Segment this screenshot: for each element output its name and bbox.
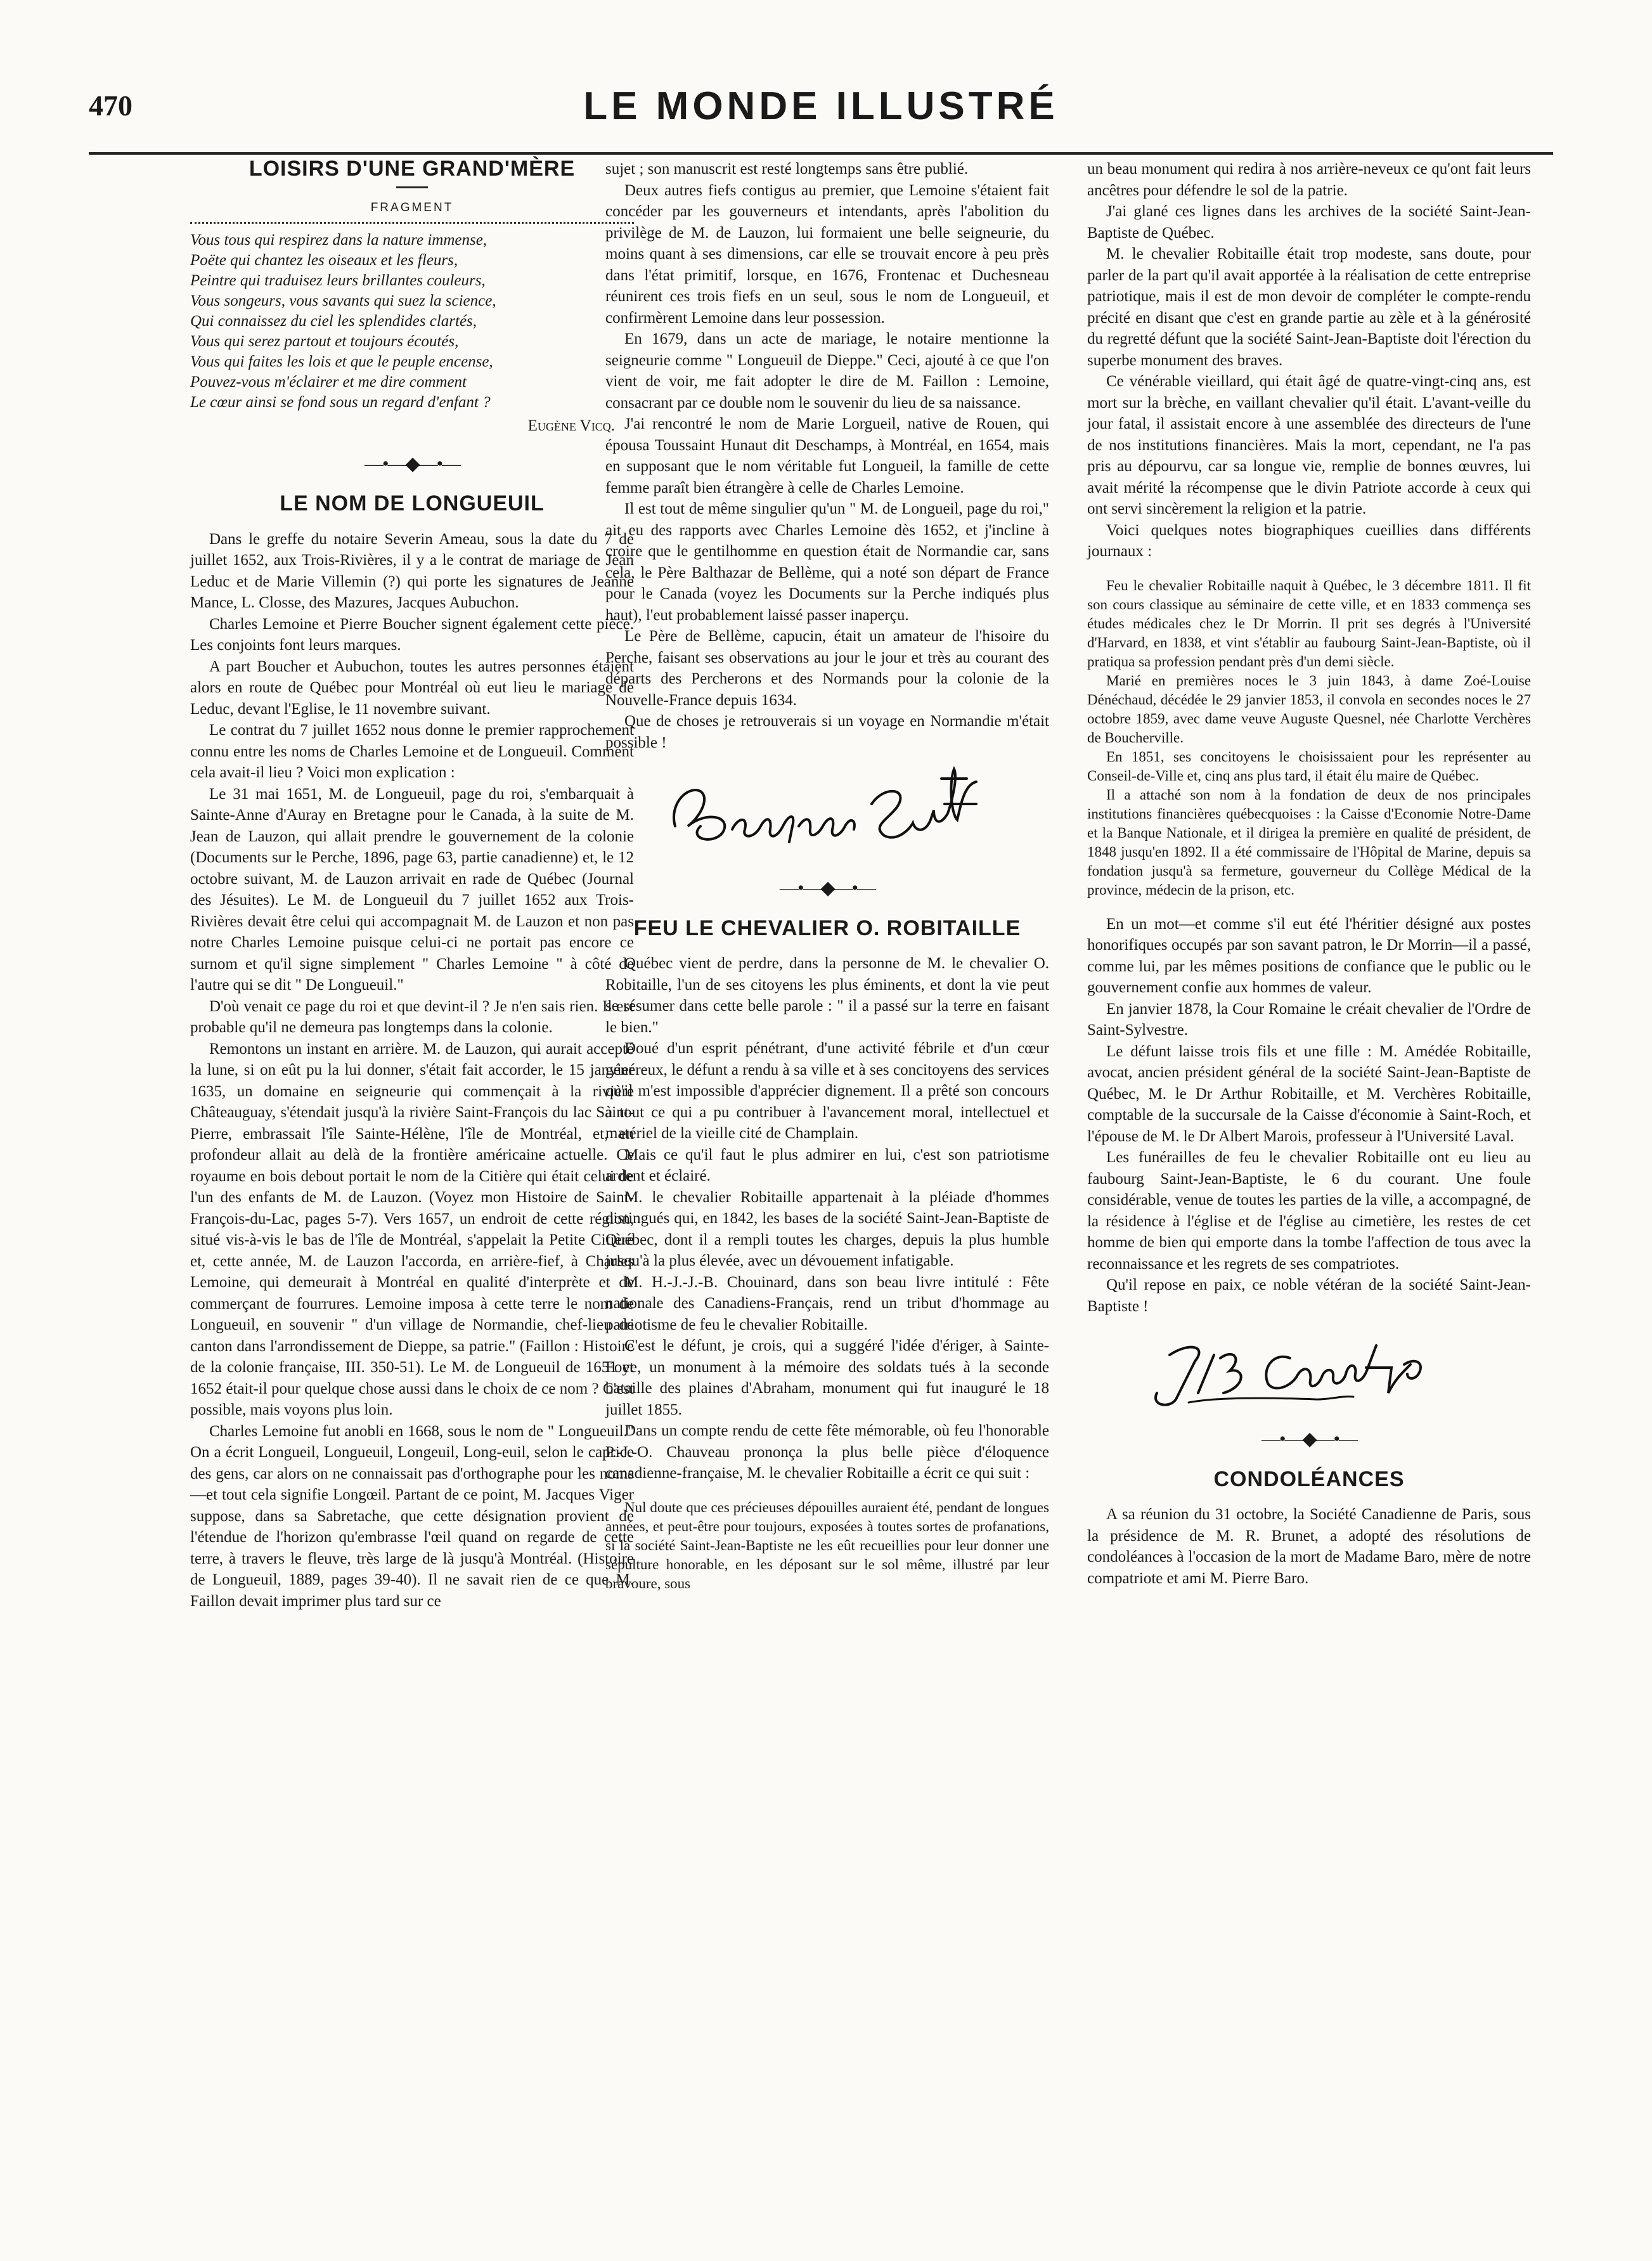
paragraph: A sa réunion du 31 octobre, la Société Canadienne de Paris, sous la présidence de M. R. Brunet, a adopté des résolutions de condoléances à l'occasion de la mort de Madame Baro, mère de notre compatriote et ami M. Pierre Baro. — [1087, 1506, 1531, 1587]
fragment-label: FRAGMENT — [370, 200, 454, 214]
quote: Nul doute que ces précieuses dépouilles auraient été, pendant de longues années, et peut-être pour toujours, exposées à toutes sortes de profanations, si la société Saint-Jean-Baptiste ne les eût recueillies pour leur donner une sépulture honorable, en les déposant sur le sol même, illustré par leur bravoure, sous — [605, 1499, 1049, 1591]
paragraph: Que de choses je retrouverais si un voyage en Normandie m'était possible ! — [605, 713, 1049, 751]
title-rule — [396, 186, 428, 188]
paragraph: D'où venait ce page du roi et que devint-il ? Je n'en sais rien. Il est probable qu'il ne demeura pas longtemps dans la colonie. — [190, 997, 634, 1036]
ornament-divider: —•—◆—•— — [364, 453, 460, 474]
ornament-divider: —•—◆—•— — [779, 878, 875, 898]
signature-sulte — [605, 766, 1049, 861]
paragraph: Charles Lemoine fut anobli en 1668, sous le nom de " Longueuil." On a écrit Longueil, Longueuil, Longeuil, Long-euil, selon le caprice des gens, car alors on ne connaissait pas d'orthographe pour les noms—et tout cela signifie Longœil. Partant de ce point, M. Jacques Viger suppose, dans sa Sabretache, que cette désignation provient de l'étendue de l'horizon qu'embrasse l'œil quand on regarde de cette terre, à travers le fleuve, très large de là jusqu'à Montréal. (Histoire de Longueuil, 1889, pages 39-40). Il ne savait rien de ce que M. Faillon devait imprimer plus tard sur ce — [190, 1422, 634, 1610]
poem-author: Eugène Vicq. — [527, 417, 615, 434]
dotted-rule — [190, 222, 634, 224]
paragraph: Le défunt laisse trois fils et une fille : M. Amédée Robitaille, avocat, ancien président général de la société Saint-Jean-Baptiste de Québec, M. le Dr Arthur Robitaille, et M. Verchères Robitaille, comptable de la succursale de la Caisse d'économie à Saint-Roch, et l'épouse de M. le Dr Albert Marois, professeur à l'Université Laval. — [1087, 1042, 1531, 1145]
signature-sulte-image — [662, 766, 992, 861]
poem-line: Le cœur ainsi se fond sous un regard d'enfant ? — [190, 394, 491, 411]
bio-paragraph: En 1851, ses concitoyens le choisissaient pour les représenter au Conseil-de-Ville et, cinq ans plus tard, il était élu maire de Québec. — [1087, 748, 1531, 784]
paragraph: Dans un compte rendu de cette fête mémorable, où feu l'honorable P.-J.-O. Chauveau prononça la plus belle pièce d'éloquence canadienne-française, M. le chevalier Robitaille a écrit ce qui suit : — [605, 1422, 1049, 1482]
article-title-robitaille: FEU LE CHEVALIER O. ROBITAILLE — [633, 916, 1021, 940]
paragraph: M. le chevalier Robitaille appartenait à la pléiade d'hommes distingués qui, en 1842, les bases de la société Saint-Jean-Baptiste de Québec, dont il a rempli toutes les charges, depuis la plus humble jusqu'à la plus élevée, avec un dévouement infatigable. — [605, 1188, 1049, 1269]
paragraph: Il est tout de même singulier qu'un " M. de Longueil, page du roi," ait eu des rapports avec Charles Lemoine dès 1652, et j'incline à croire que le gentilhomme en question était de Normandie car, sans cela, le Père Balthazar de Bellème, qui a noté son départ de France pour le Canada (voyez les Documents sur la Perche indiqués plus haut), l'eut probablement laissé passer inaperçu. — [605, 500, 1049, 624]
paragraph: Le 31 mai 1651, M. de Longueuil, page du roi, s'embarquait à Sainte-Anne d'Auray en Bretagne pour le Canada, à la suite de M. Jean de Lauzon, qui allait prendre le gouvernement de la colonie (Documents sur le Perche, 1896, page 63, partie canadienne) et, le 12 octobre suivant, M. de Lauzon arrivait en rade de Québec (Journal des Jésuites). Le M. de Longueuil du 7 juillet 1652 aux Trois-Rivières devait être celui qui accompagnait M. de Lauzon et non pas notre Charles Lemoine puisque celui-ci ne portait pas encore ce surnom et qu'il signe simplement " Charles Lemoine " à côté de l'autre qui se dit " De Longueuil." — [190, 785, 634, 994]
page-number: 470 — [89, 89, 132, 122]
column-1 — [190, 159, 634, 1612]
paragraph: M. H.-J.-J.-B. Chouinard, dans son beau livre intitulé : Fête nationale des Canadiens-Français, rend un tribut d'hommage au patriotisme de feu le chevalier Robitaille. — [605, 1273, 1049, 1333]
paragraph: Charles Lemoine et Pierre Boucher signent également cette pièce. Les conjoints font leurs marques. — [190, 615, 634, 654]
article-title-longueuil: LE NOM DE LONGUEUIL — [280, 491, 545, 515]
column-2 — [605, 159, 1049, 1593]
paragraph: M. le chevalier Robitaille était trop modeste, sans doute, pour parler de la part qu'il avait apportée à la réalisation de cette entreprise patriotique, mais il est de mon devoir de compléter le compte-rendu précité en disant que c'est en grande partie au zèle et à la générosité du regretté défunt que la société Saint-Jean-Baptiste doit l'érection du superbe monument des braves. — [1087, 245, 1531, 369]
signature-caouette — [1087, 1330, 1531, 1412]
paragraph: Doué d'un esprit pénétrant, d'une activité fébrile et d'un cœur généreux, le défunt a rendu à sa ville et à ses concitoyens des services qu'il m'est impossible d'apprécier dignement. Il a prêté son concours à tout ce qui a pu contribuer à l'avancement moral, intellectuel et matériel de la vieille cité de Champlain. — [605, 1040, 1049, 1142]
poem-line: Vous songeurs, vous savants qui suez la science, — [190, 292, 496, 309]
paragraph: J'ai glané ces lignes dans les archives de la société Saint-Jean-Baptiste de Québec. — [1087, 203, 1531, 242]
paragraph: Québec vient de perdre, dans la personne de M. le chevalier O. Robitaille, l'un de ses citoyens les plus éminents, et dont la vie peut se résumer dans cette belle parole : " il a passé sur la terre en faisant le bien." — [605, 955, 1049, 1036]
paragraph: Qu'il repose en paix, ce noble vétéran de la société Saint-Jean-Baptiste ! — [1087, 1276, 1531, 1315]
poem-line: Vous qui serez partout et toujours écoutés, — [190, 333, 459, 350]
bio-paragraph: Il a attaché son nom à la fondation de deux de nos principales institutions financières québecquoises : la Caisse d'Economie Notre-Dame et la Banque Nationale, et il dirigea la première en qualité de président, de 1848 jusqu'en 1892. Il a été commissaire de l'Hôpital de Marine, depuis sa fondation jusqu'à sa fermeture, gouverneur du Collège Médical de la province, médecin de la prison, etc. — [1087, 786, 1531, 898]
paragraph: Les funérailles de feu le chevalier Robitaille ont eu lieu au faubourg Saint-Jean-Baptiste, le 6 du courant. Une foule considérable, venue de toutes les parties de la ville, a accompagné, de la résidence à l'église et de l'église au cimetière, les restes de cet homme de bien qui emporte dans la tombe l'affection de tous avec la reconnaissance et les regrets de ses compatriotes. — [1087, 1149, 1531, 1273]
poem — [190, 230, 634, 413]
poem-line: Pouvez-vous m'éclairer et me dire comment — [190, 373, 467, 391]
bio-paragraph: Marié en premières noces le 3 juin 1843, à dame Zoé-Louise Dénéchaud, décédée le 29 janvier 1853, il convola en secondes noces le 27 octobre 1859, avec dame veuve Auguste Quesnel, née Charlotte Verchères de Boucherville. — [1087, 672, 1531, 746]
masthead: LE MONDE ILLUSTRÉ — [583, 84, 1059, 128]
paragraph: En un mot—et comme s'il eut été l'héritier désigné aux postes honorifiques occupés par son savant patron, le Dr Morrin—il a passé, comme lui, par les mêmes positions de confiance que le public ou le gouvernement confie aux hommes de valeur. — [1087, 915, 1531, 996]
paragraph: Remontons un instant en arrière. M. de Lauzon, qui aurait accepté la lune, si on eût pu la lui donner, s'était fait accorder, le 15 janvier 1635, un domaine en seigneurie qui commençait à la rivière Châteauguay, s'étendait jusqu'à la rivière Saint-François du lac Saint-Pierre, embrassait l'île Sainte-Hélène, l'île de Montréal, et, en profondeur allait au delà de la frontière américaine actuelle. Ce royaume en bois debout portait le nom de la Citière qui était celui de l'un des enfants de M. de Lauzon. (Voyez mon Histoire de Saint-François-du-Lac, pages 5-7). Vers 1657, un endroit de cette région, situé vis-à-vis le bas de l'île de Montréal, s'appelait la Petite Citière et, cette année, M. de Lauzon l'accorda, en arrière-fief, à Charles Lemoine, qui demeurait à Montréal en qualité d'interprète et de commerçant de fourrures. Lemoine imposa à cette terre le nom de Longueuil, en souvenir " d'un village de Normandie, chef-lieu de canton dans l'arrondissement de Dieppe, sa patrie." (Faillon : Histoire de la colonie française, III. 350-51). Le M. de Longueuil de 1651 et 1652 était-il pour quelque chose aussi dans le choix de ce nom ? C'est possible, mais voyons plus loin. — [190, 1040, 634, 1418]
poem-line: Vous tous qui respirez dans la nature immense, — [190, 231, 487, 249]
poem-line: Vous qui faites les lois et que le peuple encense, — [190, 353, 493, 370]
paragraph: Deux autres fiefs contigus au premier, que Lemoine s'étaient fait concéder par les gouverneurs et intendants, après l'abolition du privilège de M. de Lauzon, lui formaient une belle seigneurie, du moins quant à ses dimensions, car elle se trouvait encore à peu près dans l'état primitif, lorsque, en 1676, Frontenac et Duchesneau réunirent ces trois fiefs en un seul, sous le nom de Longueuil, et confirmèrent Lemoine dans leur possession. — [605, 181, 1049, 327]
paragraph: A part Boucher et Aubuchon, toutes les autres personnes étaient alors en route de Québec pour Montréal où eut lieu le mariage de Leduc, devant l'Eglise, le 11 novembre suivant. — [190, 658, 634, 718]
paragraph: Voici quelques notes biographiques cueillies dans différents journaux : — [1087, 521, 1531, 560]
paragraph: Mais ce qu'il faut le plus admirer en lui, c'est son patriotisme ardent et éclairé. — [605, 1146, 1049, 1184]
paragraph: Dans le greffe du notaire Severin Ameau, sous la date du 7 de juillet 1652, aux Trois-Rivières, il y a le contrat de mariage de Jean Leduc et de Marie Villemin (?) qui porte les signatures de Jeanne Mance, L. Closse, des Mazures, Jacques Aubuchon. — [190, 530, 634, 611]
poem-title: LOISIRS D'UNE GRAND'MÈRE — [248, 157, 576, 181]
poem-line: Poëte qui chantez les oiseaux et les fleurs, — [190, 252, 458, 269]
paragraph: Le Père de Bellème, capucin, était un amateur de l'hisoire du Perche, faisant ses observations au jour le jour et très au courant des départs des Percherons et des Normands pour la colonie de la Nouvelle-France depuis 1634. — [605, 628, 1049, 709]
column-3 — [1087, 159, 1531, 1589]
article-title-condoleances: CONDOLÉANCES — [1213, 1467, 1405, 1491]
paragraph: un beau monument qui redira à nos arrière-neveux ce qu'ont fait leurs ancêtres pour défendre le sol de la patrie. — [1087, 160, 1531, 199]
paragraph: Le contrat du 7 juillet 1652 nous donne le premier rapprochement connu entre les noms de Charles Lemoine et de Longueuil. Comment cela avait-il lieu ? Voici mon explication : — [190, 722, 634, 781]
bio-paragraph: Feu le chevalier Robitaille naquit à Québec, le 3 décembre 1811. Il fit son cours classique au séminaire de cette ville, et en 1833 commença ses études médicales chez le Dr Morrin. Il prit ses degrés à l'Université d'Harvard, en 1838, et vint s'établir au faubourg Saint-Jean-Baptiste, où il pratiqua sa profession pendant près d'un demi siècle. — [1087, 577, 1531, 670]
poem-line: Qui connaissez du ciel les splendides clartés, — [190, 313, 477, 330]
paragraph: C'est le défunt, je crois, qui a suggéré l'idée d'ériger, à Sainte-Foye, un monument à la mémoire des soldats tués à la seconde bataille des plaines d'Abraham, monument qui fut inauguré le 18 juillet 1855. — [605, 1337, 1049, 1418]
paragraph: En 1679, dans un acte de mariage, le notaire mentionne la seigneurie comme " Longueuil de Dieppe." Ceci, ajouté à ce que l'on vient de voir, me fait adopter le dire de M. Faillon : Lemoine, consacrant par ce double nom le souvenir du lieu de sa naissance. — [605, 330, 1049, 411]
paragraph: J'ai rencontré le nom de Marie Lorgueil, native de Rouen, qui épousa Toussaint Hunaut dit Deschamps, à Montréal, en 1654, mais en supposant que le nom véritable fut Longueil, la famille de cette femme paraît bien étrangère à celle de Charles Lemoine. — [605, 415, 1049, 496]
paragraph: Ce vénérable vieillard, qui était âgé de quatre-vingt-cinq ans, est mort sur la brèche, en vaillant chevalier qu'il était. L'avant-veille du jour fatal, il assistait encore à une assemblée des directeurs de l'une de nos institutions financières. Mais la mort, cependant, ne l'a pas pris au dépourvu, car sa longue vie, remplie de bonnes œuvres, lui avait mérité la récompense que le divin Patriote accorde à ceux qui ont servi sincèrement la religion et la patrie. — [1087, 373, 1531, 517]
page-header — [89, 76, 1553, 155]
paragraph: En janvier 1878, la Cour Romaine le créait chevalier de l'Ordre de Saint-Sylvestre. — [1087, 1000, 1531, 1039]
paragraph: sujet ; son manuscrit est resté longtemps sans être publié. — [605, 160, 969, 178]
signature-caouette-image — [1132, 1330, 1487, 1412]
ornament-divider: —•—◆—•— — [1261, 1429, 1357, 1449]
poem-line: Peintre qui traduisez leurs brillantes couleurs, — [190, 272, 486, 289]
